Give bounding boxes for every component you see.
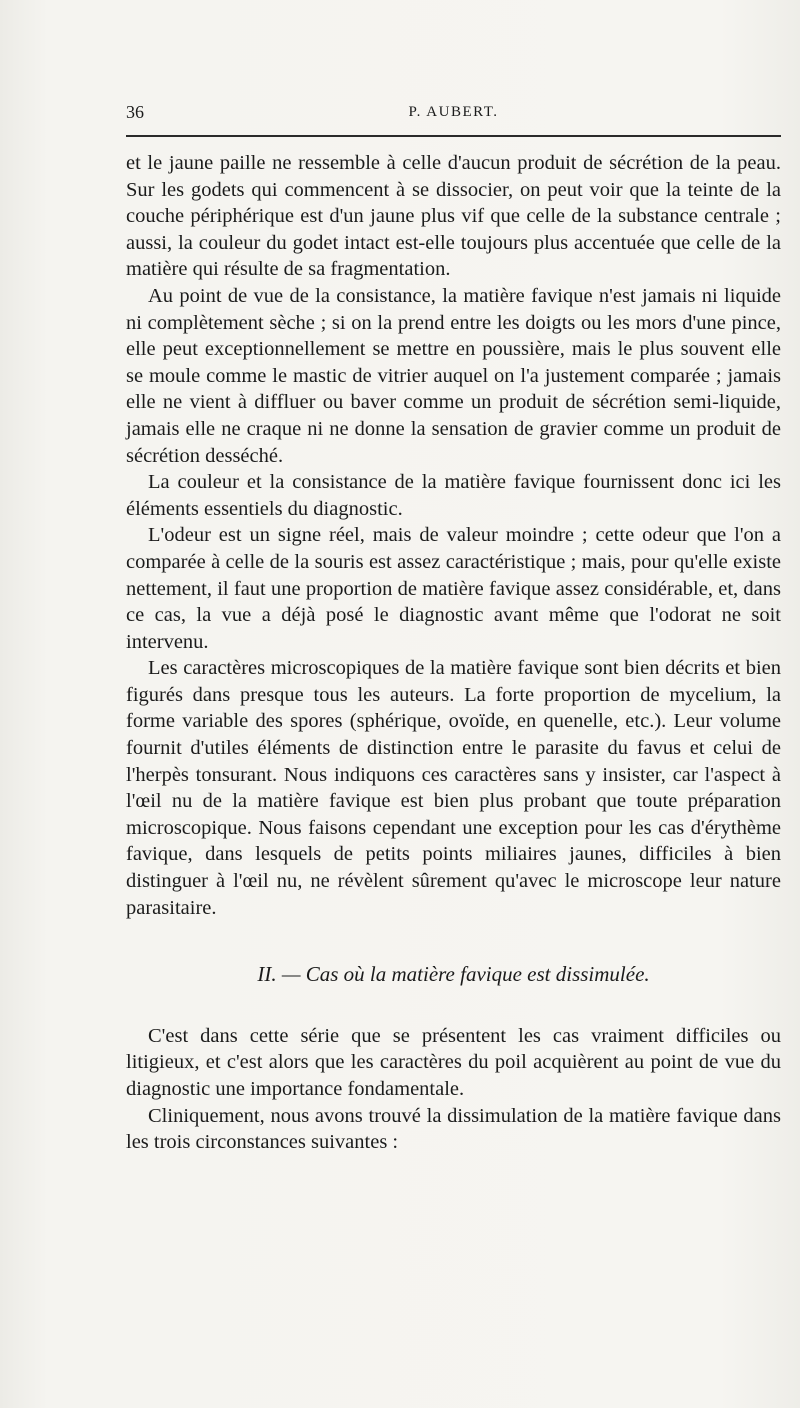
paragraph: C'est dans cette série que se présentent les cas vraiment difficiles ou litigieux, et c'est alors que les caractères du poil acquièrent au point de vue du diagnostic une importance fondamentale. bbox=[126, 1024, 781, 1100]
paragraph: Au point de vue de la consistance, la matière favique n'est jamais ni liquide ni complètement sèche ; si on la prend entre les doigts ou les mors d'une pince, elle peut exceptionnellement se mettre en poussière, mais le plus souvent elle se moule comme le mastic de vitrier auquel on l'a justement comparée ; jamais elle ne vient à diffluer ou baver comme un produit de sécrétion semi-liquide, jamais elle ne craque ni ne donne la sensation de gravier comme un produit de sécrétion desséché. bbox=[126, 284, 781, 467]
paragraph: La couleur et la consistance de la matière favique fournissent donc ici les éléments essentiels du diagnostic. bbox=[126, 471, 781, 520]
header-rule bbox=[126, 135, 781, 137]
paragraph: L'odeur est un signe réel, mais de valeur moindre ; cette odeur que l'on a comparée à celle de la souris est assez caractéristique ; mais, pour qu'elle existe nettement, il faut une proportion de matière favique assez considérable, et, dans ce cas, la vue a déjà posé le diagnostic avant même que l'odorat ne soit intervenu. bbox=[126, 524, 781, 653]
page-number: 36 bbox=[126, 102, 144, 122]
paragraph: et le jaune paille ne ressemble à celle d'aucun produit de sécrétion de la peau. Sur les godets qui commencent à se dissocier, on peut voir que la teinte de la couche périphérique est d'un jaune plus vif que celle de la substance centrale ; aussi, la couleur du godet intact est-elle toujours plus accentuée que celle de la matière qui résulte de sa fragmentation. bbox=[126, 152, 781, 281]
running-head bbox=[126, 102, 781, 126]
section-heading: II. — Cas où la matière favique est dissimulée. bbox=[257, 962, 650, 987]
body-text bbox=[126, 150, 781, 1156]
paragraph: Cliniquement, nous avons trouvé la dissimulation de la matière favique dans les trois circonstances suivantes : bbox=[126, 1104, 781, 1154]
running-title: P. AUBERT. bbox=[408, 104, 499, 120]
paragraph: Les caractères microscopiques de la matière favique sont bien décrits et bien figurés dans presque tous les auteurs. La forte proportion de mycelium, la forme variable des spores (sphérique, ovoïde, en quenelle, etc.). Leur volume fournit d'utiles éléments de distinction entre le parasite du favus et celui de l'herpès tonsurant. Nous indiquons ces caractères sans y insister, car l'aspect à l'œil nu de la matière favique est bien plus probant que toute préparation microscopique. Nous faisons cependant une exception pour les cas d'érythème favique, dans lesquels de petits points miliaires jaunes, difficiles à bien distinguer à l'œil nu, ne révèlent sûrement qu'avec le microscope leur nature parasitaire. bbox=[126, 657, 781, 919]
